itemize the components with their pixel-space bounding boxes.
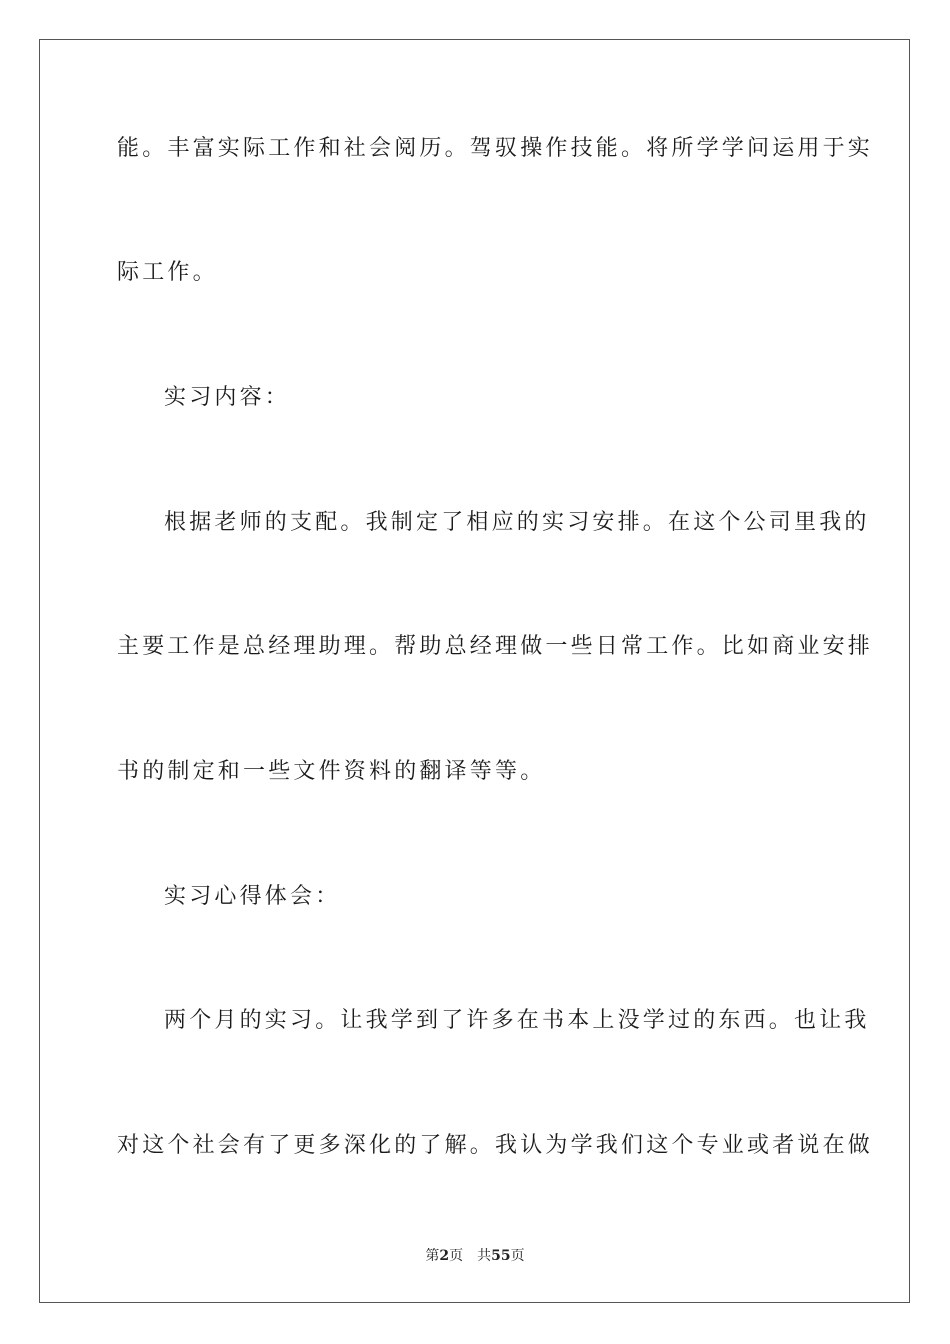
- page-border: [39, 39, 910, 1303]
- body-line-1: 能。丰富实际工作和社会阅历。驾驭操作技能。将所学学问运用于实: [117, 136, 874, 161]
- footer-page-number: 2: [439, 1248, 450, 1264]
- body-line-2: 际工作。: [117, 260, 218, 285]
- body-line-6: 书的制定和一些文件资料的翻译等等。: [117, 759, 546, 784]
- footer-page-prefix: 第: [425, 1248, 440, 1264]
- body-line-5: 主要工作是总经理助理。帮助总经理做一些日常工作。比如商业安排: [117, 634, 874, 659]
- section-heading-internship-reflection: 实习心得体会：: [164, 884, 341, 909]
- footer-total-pages: 55: [491, 1248, 511, 1264]
- footer-page-suffix: 页: [449, 1248, 464, 1264]
- body-line-8: 两个月的实习。让我学到了许多在书本上没学过的东西。也让我: [164, 1008, 870, 1033]
- footer-total-prefix: 共: [477, 1248, 492, 1264]
- page-footer: [0, 1247, 950, 1265]
- body-line-4: 根据老师的支配。我制定了相应的实习安排。在这个公司里我的: [164, 510, 870, 535]
- footer-total-suffix: 页: [510, 1248, 525, 1264]
- body-line-9: 对这个社会有了更多深化的了解。我认为学我们这个专业或者说在做: [117, 1133, 874, 1158]
- section-heading-internship-content: 实习内容：: [164, 385, 291, 410]
